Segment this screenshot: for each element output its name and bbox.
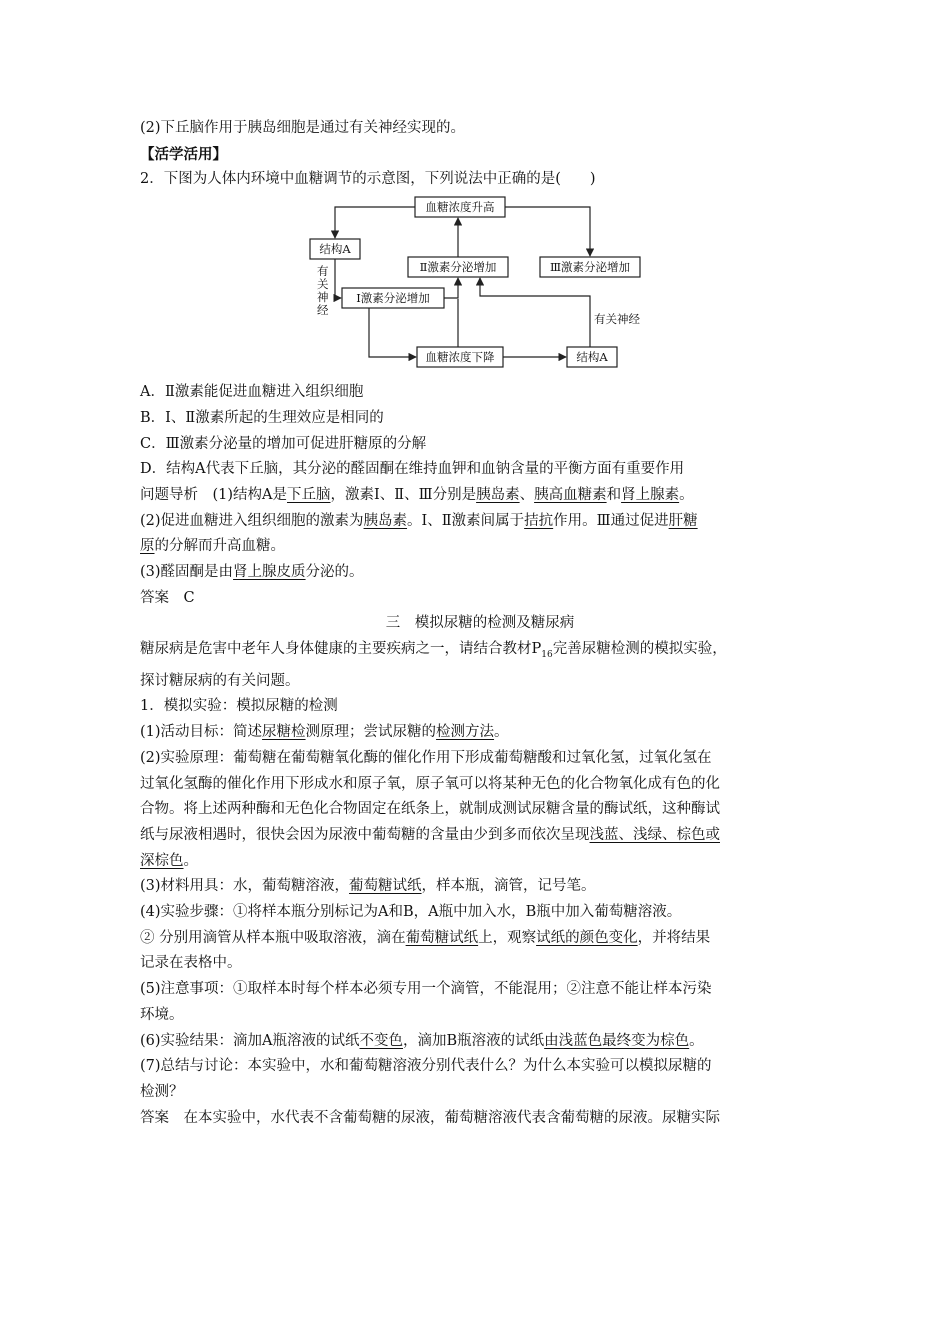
blood-sugar-diagram [140, 195, 820, 377]
underlined-answer: 试纸的颜色变化 [536, 929, 638, 946]
text-run: 纸与尿液相遇时，很快会因为尿液中葡萄糖的含量由少到多而依次呈现 [140, 826, 590, 843]
arrow-h1-link [444, 278, 458, 298]
text-run: 的分解而升高血糖。 [154, 538, 285, 555]
principle-line-5 [140, 849, 820, 875]
text-run: 、 [519, 486, 535, 503]
intro-line-2: 探讨糖尿病的有关问题。 [140, 672, 300, 689]
principle-line-1: (2)实验原理：葡萄糖在葡萄糖氧化酶的催化作用下形成葡萄糖酸和过氧化氢，过氧化氢在 [140, 749, 712, 766]
label-blood-sugar-fall: 血糖浓度下降 [425, 350, 495, 365]
analysis-line-4 [140, 560, 820, 586]
underlined-answer: 葡萄糖试纸 [405, 929, 479, 946]
underlined-answer: 肾上腺皮质 [233, 564, 306, 581]
notes-line-1: (5)注意事项：①取样本时每个样本必须专用一个滴管，不能混用；②注意不能让样本污染 [140, 981, 712, 998]
text-run: 作用。Ⅲ通过促进 [553, 512, 669, 529]
text-run: 和 [606, 486, 622, 503]
text-run: 问题导析 (1)结构A是 [140, 486, 288, 503]
option-d: D．结构A代表下丘脑，其分泌的醛固酮在维持血钾和血钠含量的平衡方面有重要作用 [140, 461, 685, 478]
analysis-line-1 [140, 483, 820, 509]
subscript: 16 [541, 650, 553, 661]
label-structure-a-left: 结构A [319, 242, 351, 257]
option-c: C．Ⅲ激素分泌量的增加可促进肝糖原的分解 [140, 435, 427, 452]
step-heading: 1．模拟实验：模拟尿糖的检测 [140, 698, 338, 715]
goal-line [140, 720, 820, 746]
materials-line [140, 874, 820, 900]
answer-line: 答案 C [140, 589, 195, 606]
text-run: 糖尿病是危害中老年人身体健康的主要疾病之一，请结合教材P [140, 641, 542, 658]
arrow-h3-to-rise [506, 217, 540, 267]
discussion-line-1: (7)总结与讨论：本实验中，水和葡萄糖溶液分别代表什么？为什么本实验可以模拟尿糖的 [140, 1058, 712, 1075]
underlined-answer: 葡萄糖试纸 [349, 878, 422, 895]
underlined-answer: 拮抗 [524, 512, 554, 529]
label-nerve-left-3: 神 [317, 290, 329, 305]
text-run: (3)醛固酮是由 [140, 564, 234, 581]
option-b: B．Ⅰ、Ⅱ激素所起的生理效应是相同的 [140, 409, 384, 426]
label-hormone-2: Ⅱ激素分泌增加 [419, 260, 497, 275]
text-run: 完善尿糖检测的模拟实验， [552, 641, 727, 658]
text-run: 分泌的。 [305, 564, 364, 581]
text-run: ，激素Ⅰ、Ⅱ、Ⅲ分别是 [330, 486, 477, 503]
text-run: 测原理；尝试尿糖的 [305, 724, 437, 741]
document-page [140, 116, 820, 1131]
steps-line-2 [140, 926, 820, 952]
text-run: ，并将结果 [637, 929, 711, 946]
steps-line-1: (4)实验步骤：①将样本瓶分别标记为A和B，A瓶中加入水，B瓶中加入葡萄糖溶液。 [140, 904, 682, 921]
label-nerve-left-4: 经 [317, 303, 329, 318]
analysis-line-2 [140, 509, 820, 535]
text-run: 。 [689, 1032, 704, 1049]
section-label: 【活学活用】 [140, 145, 227, 163]
label-hormone-3: Ⅲ激素分泌增加 [549, 260, 631, 275]
label-structure-a-right: 结构A [576, 350, 608, 365]
text-run: ② 分别用滴管从样本瓶中吸取溶液，滴在 [140, 929, 406, 946]
underlined-answer: 不变色 [359, 1032, 404, 1049]
arrow-rise-to-h3 [505, 207, 590, 256]
discussion-line-2: 检测？ [140, 1083, 184, 1100]
diagram-svg [307, 195, 647, 377]
underlined-answer: 胰高血糖素 [534, 486, 607, 503]
option-a: A．Ⅱ激素能促进血糖进入组织细胞 [140, 384, 364, 401]
underlined-answer: 深棕色 [140, 852, 184, 869]
text-run: ，样本瓶，滴管，记号笔。 [421, 878, 596, 895]
notes-line-2: 环境。 [140, 1006, 184, 1023]
text-run: 上，观察 [478, 929, 537, 946]
principle-line-4 [140, 823, 820, 849]
underlined-answer: 下丘脑 [287, 486, 331, 503]
underlined-answer: 原 [140, 538, 155, 555]
underlined-answer: 肾上腺素 [621, 486, 680, 503]
underlined-answer: 浅蓝、浅绿、棕色或 [589, 826, 720, 843]
underlined-answer: 胰岛素 [363, 512, 408, 529]
text-run: 。 [183, 852, 198, 869]
label-nerve-left-2: 关 [317, 277, 329, 292]
text-run: (6)实验结果：滴加A瓶溶液的试纸 [140, 1032, 360, 1049]
underlined-answer: 检测方法 [436, 724, 495, 741]
text-line: (2)下丘脑作用于胰岛细胞是通过有关神经实现的。 [140, 120, 466, 136]
underlined-answer: 由浅蓝色最终变为棕色 [544, 1032, 690, 1049]
text-run: (1)活动目标：简述 [140, 724, 263, 741]
underlined-answer: 胰岛素 [476, 486, 520, 503]
principle-line-2: 过氧化氢酶的催化作用下形成水和原子氧，原子氧可以将某种无色的化合物氧化成有色的化 [140, 775, 720, 792]
underlined-answer: 肝糖 [668, 512, 698, 529]
text-run: 。 [679, 486, 694, 503]
label-nerve-right: 有关神经 [594, 312, 640, 327]
section-title: 三 模拟尿糖的检测及糖尿病 [385, 615, 575, 632]
label-hormone-1: Ⅰ激素分泌增加 [356, 291, 430, 306]
underlined-answer: 尿糖检 [262, 724, 306, 741]
text-run: (3)材料用具：水，葡萄糖溶液， [140, 878, 350, 895]
intro-line-1 [140, 637, 820, 669]
label-blood-sugar-rise: 血糖浓度升高 [425, 200, 495, 215]
text-run: (2)促进血糖进入组织细胞的激素为 [140, 512, 364, 529]
text-run: ，滴加B瓶溶液的试纸 [403, 1032, 545, 1049]
answer-text-line: 答案 在本实验中，水代表不含葡萄糖的尿液，葡萄糖溶液代表含葡萄糖的尿液。尿糖实际 [140, 1109, 720, 1126]
text-run: 。Ⅰ、Ⅱ激素间属于 [407, 512, 525, 529]
question-stem: 2．下图为人体内环境中血糖调节的示意图，下列说法中正确的是( ) [140, 171, 596, 188]
principle-line-3: 合物。将上述两种酶和无色化合物固定在纸条上，就制成测试尿糖含量的酶试纸，这种酶试 [140, 801, 720, 818]
label-nerve-left-1: 有 [317, 264, 329, 279]
text-run: 。 [494, 724, 509, 741]
steps-line-3: 记录在表格中。 [140, 955, 242, 972]
analysis-line-3 [140, 534, 820, 560]
results-line [140, 1029, 820, 1055]
